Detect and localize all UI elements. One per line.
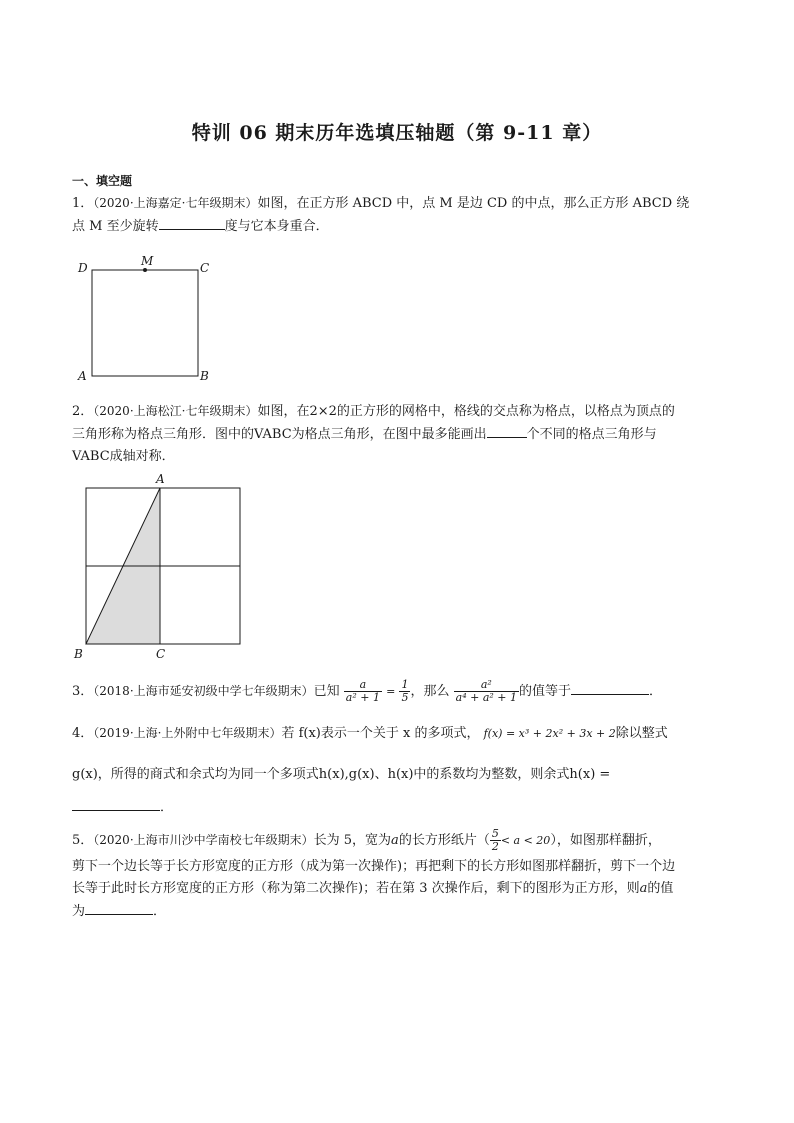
q5-text-c: ），如图那样翻折， bbox=[550, 833, 661, 848]
q2-text-c: 个不同的格点三角形与 bbox=[526, 427, 657, 442]
q4-answer-blank[interactable] bbox=[72, 796, 160, 811]
q5-fraction: $\frac{5}{2}$ bbox=[491, 827, 499, 853]
question-4-line-2 bbox=[72, 764, 724, 786]
q3-fraction-3: $\frac{\text{a²}}{\text{a⁴ + a² + 1}}$ bbox=[455, 678, 517, 704]
label-a: A bbox=[156, 472, 165, 486]
q4-source: （2019·上海·上外附中七年级期末） bbox=[93, 726, 282, 740]
q3-end: ． bbox=[649, 684, 663, 699]
q4-expression: f(x) = x³ + 2x² + 3x + 2 bbox=[483, 727, 616, 740]
question-1 bbox=[72, 192, 724, 238]
q1-text-b: 点 M 至少旋转 bbox=[72, 219, 159, 234]
q5-line-3a: 长等于此时长方形宽度的正方形（称为第二次操作)；若在第 3 次操作后，剩下的图形为正方形，则 bbox=[72, 881, 640, 896]
q4-text-a: 若 f(x)表示一个关于 x 的多项式， bbox=[281, 726, 480, 741]
q4-end: ． bbox=[160, 800, 174, 815]
q5-answer-blank[interactable] bbox=[85, 900, 153, 915]
q5-inequality: < a < 20 bbox=[500, 834, 551, 847]
q2-text-a: 如图，在2×2的正方形的网格中，格线的交点称为格点，以格点为顶点的 bbox=[257, 404, 675, 419]
q2-answer-blank[interactable] bbox=[487, 423, 527, 438]
q2-number: 2． bbox=[72, 404, 94, 419]
label-d: D bbox=[78, 261, 88, 275]
q5-text-b: 的长方形纸片（ bbox=[398, 833, 490, 848]
label-b: B bbox=[200, 369, 209, 383]
q1-number: 1． bbox=[72, 196, 94, 211]
q2-text-b: 三角形称为格点三角形．图中的VABC为格点三角形，在图中最多能画出 bbox=[72, 427, 487, 442]
q3-text-b: ，那么 bbox=[410, 684, 450, 699]
question-2 bbox=[72, 400, 724, 468]
q3-answer-blank[interactable] bbox=[571, 680, 649, 695]
q5-number: 5． bbox=[72, 833, 94, 848]
q5-end: ． bbox=[153, 904, 167, 919]
q5-variable-2: a bbox=[639, 881, 648, 896]
label-c: C bbox=[156, 647, 166, 661]
page-title: 特训 06 期末历年选填压轴题（第 9-11 章） bbox=[191, 122, 603, 144]
q5-variable: a bbox=[391, 833, 399, 848]
section-title: 一、填空题 bbox=[72, 174, 133, 188]
q5-source: （2020·上海市川沙中学南校七年级期末） bbox=[93, 833, 314, 847]
q4-number: 4． bbox=[72, 726, 94, 741]
grid-figure bbox=[72, 470, 248, 662]
q4-text-c: g(x)，所得的商式和余式均为同一个多项式h(x),g(x)、h(x)中的系数均为整数，则余式h(x) = bbox=[72, 767, 611, 782]
q3-fraction-2: $\frac{1}{5}$ bbox=[401, 678, 409, 704]
question-5-line-2 bbox=[72, 856, 724, 923]
q5-line-2: 剪下一个边长等于长方形宽度的正方形（成为第一次操作)；再把剩下的长方形如图那样翻折，剪下一个边 bbox=[72, 859, 676, 874]
question-4-line-3 bbox=[72, 796, 724, 819]
square-figure bbox=[72, 252, 222, 386]
q3-number: 3． bbox=[72, 684, 94, 699]
square-abcd bbox=[92, 270, 198, 376]
label-m: M bbox=[141, 254, 154, 268]
label-c: C bbox=[200, 261, 210, 275]
q3-equals: = bbox=[386, 685, 396, 698]
q3-fraction-1: $\frac{a}{\text{a² + 1}}$ bbox=[345, 678, 380, 704]
q1-source: （2020·上海嘉定·七年级期末） bbox=[93, 196, 258, 210]
q5-text-a: 长为 5，宽为 bbox=[313, 833, 392, 848]
midpoint-m bbox=[143, 268, 147, 272]
q5-line-4: 为 bbox=[72, 904, 86, 919]
q2-text-d: VABC成轴对称． bbox=[72, 449, 175, 464]
question-4 bbox=[72, 722, 724, 745]
q1-text-c: 度与它本身重合． bbox=[224, 219, 329, 234]
q2-source: （2020·上海松江·七年级期末） bbox=[93, 404, 258, 418]
q3-text-a: 已知 bbox=[313, 684, 340, 699]
q5-line-3b: 的值 bbox=[647, 881, 674, 896]
q3-text-c: 的值等于 bbox=[519, 684, 572, 699]
q3-source: （2018·上海市延安初级中学七年级期末） bbox=[93, 684, 314, 698]
q1-text-a: 如图，在正方形 ABCD 中，点 M 是边 CD 的中点，那么正方形 ABCD 绕 bbox=[257, 196, 690, 211]
label-a: A bbox=[78, 369, 87, 383]
question-5 bbox=[72, 828, 724, 853]
q4-text-b: 除以整式 bbox=[615, 726, 668, 741]
q1-answer-blank[interactable] bbox=[159, 215, 225, 230]
question-3 bbox=[72, 679, 724, 704]
label-b: B bbox=[74, 647, 83, 661]
